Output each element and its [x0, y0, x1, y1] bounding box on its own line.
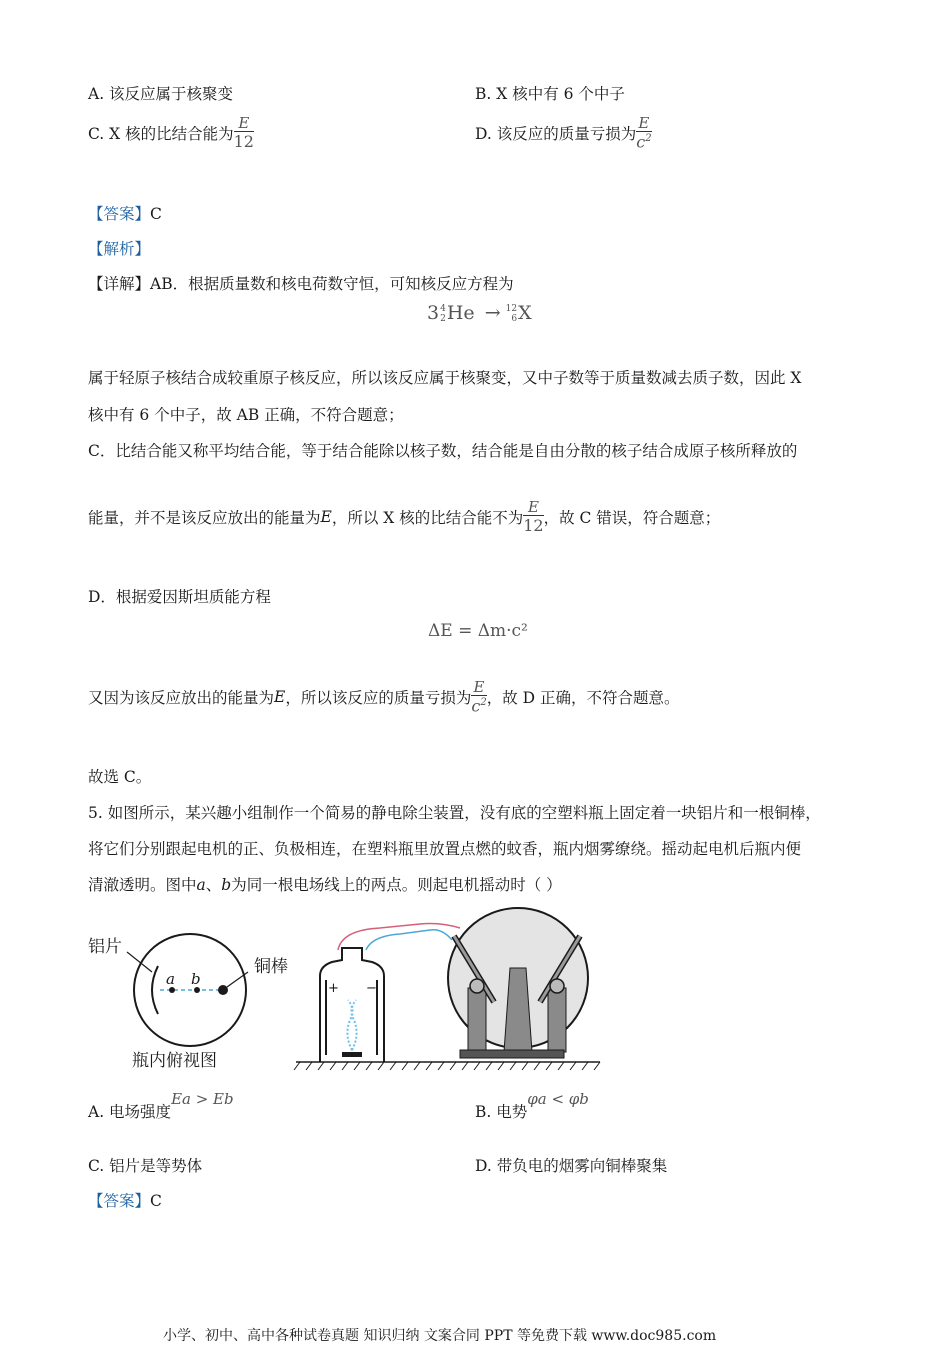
fraction-denominator: $c^2$	[636, 132, 652, 152]
q4-paragraph-1-line2: 核中有 6 个中子，故 AB 正确，不符合题意；	[88, 406, 404, 424]
answer-label: 【答案】	[88, 1192, 151, 1210]
label-copper: 铜棒	[254, 957, 288, 977]
wire-blue	[366, 930, 452, 950]
answer-label: 【答案】	[88, 205, 151, 223]
q4-analysis-label: 【解析】	[88, 240, 151, 258]
q4-detail-ab	[88, 272, 514, 294]
label-b: b	[191, 970, 201, 988]
nuclear-equation: 3 4 2 He → 12 6 X	[427, 302, 532, 324]
label-aluminum: 铝片	[88, 937, 122, 957]
q5-option-c: C. 铝片是等势体	[88, 1157, 203, 1175]
fraction-e-over-12: $\frac{E}{12}$	[523, 498, 544, 535]
minus-sign: −	[366, 981, 377, 996]
q4-paragraph-d-line1: D．根据爱因斯坦质能方程	[88, 588, 271, 606]
fraction-e-over-c2: $\frac{E}{c^2}$	[471, 678, 487, 716]
plus-sign: +	[328, 981, 339, 996]
q5-answer	[88, 1189, 162, 1211]
q4-paragraph-c-line1: C．比结合能又称平均结合能，等于结合能除以核子数，结合能是自由分散的核子结合成原子核所释放的	[88, 442, 798, 460]
q4-option-a: A. 该反应属于核聚变	[88, 85, 234, 103]
einstein-equation: ΔE = Δm·c²	[428, 621, 528, 641]
fraction-e-over-12	[234, 116, 254, 150]
ground	[294, 1062, 600, 1070]
q4-option-b: B. X 核中有 6 个中子	[475, 85, 625, 103]
q4-answer	[88, 202, 162, 224]
option-a-math: Ea > Eb	[171, 1090, 234, 1108]
q5-stem-line2: 将它们分别跟起电机的正、负极相连，在塑料瓶里放置点燃的蚊香，瓶内烟雾缭绕。摇动起电机后瓶内便	[88, 840, 802, 858]
q5-option-a: A. 电场强度Ea > Eb	[88, 1090, 234, 1121]
figure-caption: 瓶内俯视图	[132, 1051, 217, 1071]
q5-stem-line1: 5. 如图所示，某兴趣小组制作一个简易的静电除尘装置，没有底的空塑料瓶上固定着一块铝片和一根铜棒，	[88, 804, 821, 822]
q5-option-d: D. 带负电的烟雾向铜棒聚集	[475, 1157, 668, 1175]
q4-conclusion: 故选 C。	[88, 768, 152, 786]
label-a: a	[166, 970, 175, 988]
q5-stem-line3: 清澈透明。图中a、b为同一根电场线上的两点。则起电机摇动时（ ）	[88, 876, 562, 894]
q4-paragraph-1-line1: 属于轻原子核结合成较重原子核反应，所以该反应属于核聚变，又中子数等于质量数减去质子数，因此 X	[88, 369, 802, 387]
wire-red	[338, 924, 460, 951]
q4-paragraph-c-line2: 能量，并不是该反应放出的能量为E，所以 X 核的比结合能不为 $\frac{E}{12}$ ，故 C 错误，符合题意；	[88, 498, 721, 535]
q4-option-d	[475, 116, 652, 150]
q5-option-b: B. 电势φa < φb	[475, 1090, 589, 1121]
fraction-denominator: 12	[233, 132, 254, 151]
fraction-numerator: E	[636, 116, 651, 132]
answer-value: C	[150, 205, 162, 223]
electrostatic-generator	[448, 908, 588, 1058]
incense-stand	[342, 1052, 362, 1057]
q4-option-c-text: C. X 核的比结合能为	[88, 125, 234, 143]
copper-rod	[218, 985, 228, 995]
q4-paragraph-d-line2: 又因为该反应放出的能量为E，所以该反应的质量亏损为 $\frac{E}{c^2}$ ，故 D 正确，不符合题意。	[88, 678, 680, 716]
top-view	[88, 934, 288, 1071]
q4-option-d-text: D. 该反应的质量亏损为	[475, 125, 637, 144]
plastic-bottle	[320, 948, 384, 1062]
fraction-e-over-c2	[636, 116, 651, 150]
aluminum-sheet	[152, 966, 158, 1014]
page-footer: 小学、初中、高中各种试卷真题 知识归纳 文案合同 PPT 等免费下载 www.doc985.com	[163, 1328, 717, 1344]
detail-label: 【详解】	[88, 275, 151, 293]
q4-option-c	[88, 116, 254, 150]
option-b-math: φa < φb	[527, 1090, 589, 1108]
answer-value: C	[150, 1192, 162, 1210]
figure-dust-removal	[80, 900, 620, 1080]
fraction-numerator: E	[234, 116, 254, 132]
detail-ab-text: AB．根据质量数和核电荷数守恒，可知核反应方程为	[150, 275, 514, 293]
smoke	[347, 1000, 356, 1050]
